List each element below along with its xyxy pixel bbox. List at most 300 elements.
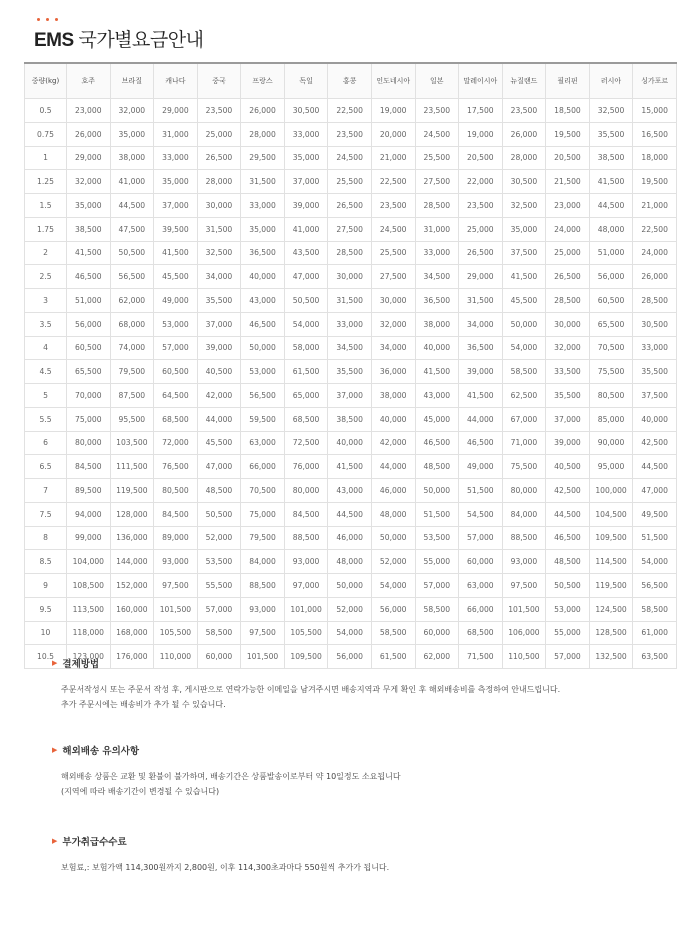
rate-cell: 49,000	[459, 455, 503, 479]
rate-cell: 47,000	[284, 265, 328, 289]
table-row	[25, 122, 677, 146]
rate-cell: 26,000	[241, 99, 285, 123]
rate-cell: 64,500	[154, 384, 198, 408]
rate-cell: 31,500	[328, 289, 372, 313]
rate-cell: 27,500	[328, 217, 372, 241]
rate-cell: 50,000	[371, 526, 415, 550]
rate-cell: 35,000	[110, 122, 154, 146]
rate-cell: 26,000	[502, 122, 546, 146]
rate-cell: 118,000	[67, 621, 111, 645]
section-text: 주문서작성시 또는 주문서 작성 후, 게시판으로 연락가능한 이메일을 남겨주시면 배송지역과 무게 확인 후 해외배송비를 측정하여 안내드립니다.	[61, 685, 561, 694]
rate-cell: 101,500	[154, 597, 198, 621]
rate-cell: 58,500	[371, 621, 415, 645]
rate-cell: 57,000	[459, 526, 503, 550]
table-row	[25, 289, 677, 313]
rate-cell: 63,500	[633, 645, 677, 669]
column-header: 호주	[67, 63, 111, 99]
rate-cell: 28,000	[197, 170, 241, 194]
rate-cell: 31,500	[197, 217, 241, 241]
rate-cell: 26,500	[459, 241, 503, 265]
rate-cell: 19,500	[546, 122, 590, 146]
rate-cell: 41,500	[459, 384, 503, 408]
rate-cell: 132,500	[589, 645, 633, 669]
rate-cell: 44,000	[371, 455, 415, 479]
rate-cell: 43,000	[415, 384, 459, 408]
rate-cell: 65,500	[67, 360, 111, 384]
rate-cell: 39,000	[546, 431, 590, 455]
table-row	[25, 170, 677, 194]
rate-cell: 41,000	[110, 170, 154, 194]
rate-cell: 72,000	[154, 431, 198, 455]
rate-cell: 89,500	[67, 479, 111, 503]
rate-cell: 28,000	[241, 122, 285, 146]
rate-cell: 88,500	[502, 526, 546, 550]
rate-cell: 85,000	[589, 407, 633, 431]
rate-cell: 25,000	[197, 122, 241, 146]
rate-cell: 48,000	[589, 217, 633, 241]
weight-cell: 9	[25, 574, 67, 598]
rate-cell: 70,500	[241, 479, 285, 503]
rate-cell: 51,000	[589, 241, 633, 265]
rate-cell: 21,000	[371, 146, 415, 170]
rate-cell: 40,500	[197, 360, 241, 384]
rate-cell: 35,500	[633, 360, 677, 384]
table-row	[25, 407, 677, 431]
weight-cell: 0.5	[25, 99, 67, 123]
rate-cell: 80,500	[154, 479, 198, 503]
rate-cell: 57,000	[197, 597, 241, 621]
rate-cell: 56,000	[371, 597, 415, 621]
rate-cell: 30,000	[546, 312, 590, 336]
rate-cell: 22,500	[371, 170, 415, 194]
column-header: 중량(kg)	[25, 63, 67, 99]
rate-cell: 38,500	[328, 407, 372, 431]
rate-cell: 46,500	[415, 431, 459, 455]
rate-cell: 37,500	[633, 384, 677, 408]
arrow-right-icon: ▶	[52, 837, 58, 845]
rate-cell: 27,500	[415, 170, 459, 194]
rate-cell: 34,000	[459, 312, 503, 336]
rate-cell: 94,000	[67, 502, 111, 526]
rate-cell: 101,000	[284, 597, 328, 621]
rate-cell: 30,000	[328, 265, 372, 289]
rate-cell: 48,000	[328, 550, 372, 574]
column-header: 필리핀	[546, 63, 590, 99]
rate-cell: 26,500	[197, 146, 241, 170]
rate-cell: 45,500	[154, 265, 198, 289]
rate-cell: 23,000	[67, 99, 111, 123]
rate-cell: 95,500	[110, 407, 154, 431]
rate-cell: 60,500	[67, 336, 111, 360]
rate-cell: 34,500	[415, 265, 459, 289]
rate-cell: 87,500	[110, 384, 154, 408]
page-title-ems: EMS	[34, 30, 74, 51]
rate-cell: 93,000	[154, 550, 198, 574]
rate-cell: 22,500	[328, 99, 372, 123]
section-title: 부가취급수수료	[62, 837, 127, 848]
rate-cell: 38,500	[67, 217, 111, 241]
rate-cell: 60,000	[415, 621, 459, 645]
rate-cell: 109,500	[589, 526, 633, 550]
rate-cell: 28,500	[328, 241, 372, 265]
rate-cell: 53,000	[546, 597, 590, 621]
table-row	[25, 146, 677, 170]
rate-cell: 101,500	[241, 645, 285, 669]
rate-cell: 103,500	[110, 431, 154, 455]
rate-cell: 101,500	[502, 597, 546, 621]
rate-cell: 23,500	[371, 194, 415, 218]
table-row	[25, 265, 677, 289]
rate-cell: 60,500	[589, 289, 633, 313]
rate-cell: 51,000	[67, 289, 111, 313]
rate-cell: 56,000	[589, 265, 633, 289]
column-header: 캐나다	[154, 63, 198, 99]
rate-cell: 40,000	[371, 407, 415, 431]
rate-cell: 20,500	[459, 146, 503, 170]
rate-cell: 50,500	[110, 241, 154, 265]
rate-cell: 35,500	[589, 122, 633, 146]
rate-cell: 55,000	[546, 621, 590, 645]
section-title: 해외배송 유의사항	[62, 746, 140, 757]
rate-cell: 28,000	[502, 146, 546, 170]
weight-cell: 1	[25, 146, 67, 170]
page-title-text: 국가별요금안내	[73, 30, 204, 51]
rate-cell: 15,000	[633, 99, 677, 123]
rate-cell: 33,000	[284, 122, 328, 146]
rate-cell: 54,000	[371, 574, 415, 598]
rate-cell: 59,500	[241, 407, 285, 431]
rate-cell: 95,000	[589, 455, 633, 479]
rate-cell: 29,000	[67, 146, 111, 170]
rate-cell: 33,000	[328, 312, 372, 336]
rate-cell: 65,000	[284, 384, 328, 408]
rate-cell: 45,500	[502, 289, 546, 313]
rate-cell: 24,500	[328, 146, 372, 170]
rate-cell: 41,000	[284, 217, 328, 241]
rate-cell: 47,000	[197, 455, 241, 479]
rate-cell: 152,000	[110, 574, 154, 598]
rate-cell: 24,000	[633, 241, 677, 265]
rate-cell: 18,500	[546, 99, 590, 123]
rate-cell: 97,500	[241, 621, 285, 645]
rate-cell: 35,000	[284, 146, 328, 170]
rate-cell: 53,000	[241, 360, 285, 384]
weight-cell: 10	[25, 621, 67, 645]
rate-cell: 62,500	[502, 384, 546, 408]
rate-cell: 23,000	[546, 194, 590, 218]
weight-cell: 1.5	[25, 194, 67, 218]
rate-cell: 53,500	[415, 526, 459, 550]
rate-cell: 19,000	[459, 122, 503, 146]
rate-cell: 45,000	[415, 407, 459, 431]
rate-cell: 67,000	[502, 407, 546, 431]
rate-cell: 25,500	[415, 146, 459, 170]
table-row	[25, 574, 677, 598]
weight-cell: 10.5	[25, 645, 67, 669]
rate-cell: 70,500	[589, 336, 633, 360]
rate-cell: 41,500	[415, 360, 459, 384]
rate-cell: 93,000	[284, 550, 328, 574]
rate-cell: 128,500	[589, 621, 633, 645]
table-row	[25, 526, 677, 550]
rate-cell: 53,500	[197, 550, 241, 574]
rate-cell: 44,500	[328, 502, 372, 526]
rate-cell: 49,000	[154, 289, 198, 313]
rate-cell: 42,000	[197, 384, 241, 408]
table-row	[25, 621, 677, 645]
table-row	[25, 479, 677, 503]
rate-cell: 84,500	[284, 502, 328, 526]
column-header: 러시아	[589, 63, 633, 99]
rate-cell: 61,500	[284, 360, 328, 384]
rate-cell: 32,500	[589, 99, 633, 123]
rate-cell: 97,000	[284, 574, 328, 598]
weight-cell: 6	[25, 431, 67, 455]
weight-cell: 3	[25, 289, 67, 313]
rate-cell: 31,000	[415, 217, 459, 241]
extra-fee-section	[52, 834, 389, 875]
rate-cell: 40,000	[415, 336, 459, 360]
rate-cell: 47,500	[110, 217, 154, 241]
column-header: 싱가포르	[633, 63, 677, 99]
rate-cell: 84,500	[67, 455, 111, 479]
rate-cell: 21,500	[546, 170, 590, 194]
rate-cell: 44,000	[459, 407, 503, 431]
rate-cell: 50,000	[241, 336, 285, 360]
rate-cell: 106,000	[502, 621, 546, 645]
rate-cell: 23,500	[415, 99, 459, 123]
rate-cell: 108,500	[67, 574, 111, 598]
rate-cell: 88,500	[241, 574, 285, 598]
rate-cell: 144,000	[110, 550, 154, 574]
rate-cell: 46,000	[328, 526, 372, 550]
rate-cell: 128,000	[110, 502, 154, 526]
rate-cell: 33,000	[633, 336, 677, 360]
rate-cell: 46,500	[67, 265, 111, 289]
page-title	[34, 25, 203, 52]
rate-cell: 48,500	[546, 550, 590, 574]
rate-cell: 49,500	[633, 502, 677, 526]
three-dots-icon	[37, 18, 203, 21]
rate-cell: 25,000	[546, 241, 590, 265]
rate-cell: 20,500	[546, 146, 590, 170]
rate-cell: 97,500	[502, 574, 546, 598]
table-row	[25, 194, 677, 218]
rate-cell: 136,000	[110, 526, 154, 550]
rate-cell: 84,000	[502, 502, 546, 526]
weight-cell: 6.5	[25, 455, 67, 479]
rate-cell: 33,000	[241, 194, 285, 218]
rate-cell: 99,000	[67, 526, 111, 550]
table-row	[25, 360, 677, 384]
rate-cell: 42,500	[546, 479, 590, 503]
rate-cell: 32,500	[502, 194, 546, 218]
rate-cell: 28,500	[633, 289, 677, 313]
rate-cell: 160,000	[110, 597, 154, 621]
rate-cell: 46,500	[241, 312, 285, 336]
rate-cell: 50,500	[197, 502, 241, 526]
table-header-row	[25, 63, 677, 99]
rate-cell: 47,000	[633, 479, 677, 503]
rate-cell: 57,000	[415, 574, 459, 598]
rate-cell: 23,500	[459, 194, 503, 218]
rate-cell: 51,500	[633, 526, 677, 550]
rate-cell: 110,000	[154, 645, 198, 669]
rate-cell: 26,500	[328, 194, 372, 218]
rate-cell: 52,000	[197, 526, 241, 550]
rate-cell: 31,500	[459, 289, 503, 313]
rate-table-body	[25, 99, 677, 669]
rate-cell: 124,500	[589, 597, 633, 621]
table-row	[25, 384, 677, 408]
rate-cell: 74,000	[110, 336, 154, 360]
table-row	[25, 597, 677, 621]
rate-cell: 32,000	[371, 312, 415, 336]
rate-cell: 46,000	[371, 479, 415, 503]
rate-cell: 63,000	[241, 431, 285, 455]
rate-cell: 35,000	[154, 170, 198, 194]
rate-cell: 63,000	[459, 574, 503, 598]
rate-cell: 24,500	[371, 217, 415, 241]
column-header: 뉴질랜드	[502, 63, 546, 99]
rate-cell: 80,000	[502, 479, 546, 503]
rate-cell: 39,000	[197, 336, 241, 360]
rate-cell: 28,500	[546, 289, 590, 313]
rate-cell: 24,500	[415, 122, 459, 146]
rate-cell: 89,000	[154, 526, 198, 550]
rate-cell: 52,000	[328, 597, 372, 621]
rate-cell: 38,000	[415, 312, 459, 336]
rate-cell: 105,500	[284, 621, 328, 645]
rate-cell: 57,000	[154, 336, 198, 360]
rate-cell: 50,500	[284, 289, 328, 313]
section-text: 보험료,: 보험가액 114,300원까지 2,800원, 이후 114,300초과마다 550원씩 추가가 됩니다.	[61, 863, 390, 872]
rate-cell: 21,000	[633, 194, 677, 218]
rate-cell: 45,500	[197, 431, 241, 455]
rate-cell: 41,500	[154, 241, 198, 265]
weight-cell: 4	[25, 336, 67, 360]
rate-cell: 27,500	[371, 265, 415, 289]
rate-cell: 50,000	[502, 312, 546, 336]
rate-cell: 76,000	[284, 455, 328, 479]
rate-cell: 37,000	[546, 407, 590, 431]
rate-table	[24, 62, 677, 669]
rate-cell: 93,000	[502, 550, 546, 574]
rate-cell: 57,000	[546, 645, 590, 669]
rate-cell: 20,000	[371, 122, 415, 146]
arrow-right-icon: ▶	[52, 746, 58, 754]
rate-cell: 53,000	[154, 312, 198, 336]
rate-cell: 61,500	[371, 645, 415, 669]
payment-method-section	[52, 656, 560, 712]
rate-cell: 58,500	[502, 360, 546, 384]
rate-cell: 32,500	[197, 241, 241, 265]
rate-cell: 34,500	[328, 336, 372, 360]
rate-cell: 38,000	[371, 384, 415, 408]
rate-cell: 71,000	[502, 431, 546, 455]
rate-cell: 35,000	[241, 217, 285, 241]
rate-cell: 68,500	[284, 407, 328, 431]
rate-cell: 105,500	[154, 621, 198, 645]
weight-cell: 5	[25, 384, 67, 408]
rate-cell: 40,000	[241, 265, 285, 289]
rate-cell: 56,500	[633, 574, 677, 598]
rate-cell: 30,500	[502, 170, 546, 194]
rate-cell: 79,500	[241, 526, 285, 550]
rate-cell: 109,500	[284, 645, 328, 669]
rate-cell: 19,000	[371, 99, 415, 123]
rate-cell: 30,000	[371, 289, 415, 313]
weight-cell: 2.5	[25, 265, 67, 289]
rate-cell: 36,500	[459, 336, 503, 360]
rate-cell: 16,500	[633, 122, 677, 146]
rate-cell: 18,000	[633, 146, 677, 170]
rate-cell: 23,500	[502, 99, 546, 123]
rate-cell: 41,500	[589, 170, 633, 194]
rate-cell: 54,000	[633, 550, 677, 574]
rate-cell: 17,500	[459, 99, 503, 123]
rate-cell: 31,500	[241, 170, 285, 194]
rate-cell: 60,000	[197, 645, 241, 669]
rate-cell: 52,000	[371, 550, 415, 574]
rate-cell: 71,500	[459, 645, 503, 669]
rate-cell: 97,500	[154, 574, 198, 598]
rate-cell: 60,500	[154, 360, 198, 384]
rate-cell: 46,500	[546, 526, 590, 550]
rate-cell: 113,500	[67, 597, 111, 621]
rate-cell: 56,500	[241, 384, 285, 408]
rate-cell: 43,500	[284, 241, 328, 265]
rate-cell: 90,000	[589, 431, 633, 455]
rate-cell: 29,000	[154, 99, 198, 123]
rate-cell: 35,500	[546, 384, 590, 408]
weight-cell: 9.5	[25, 597, 67, 621]
rate-cell: 58,500	[197, 621, 241, 645]
rate-cell: 37,500	[502, 241, 546, 265]
rate-cell: 29,500	[241, 146, 285, 170]
rate-cell: 58,500	[633, 597, 677, 621]
rate-cell: 37,000	[284, 170, 328, 194]
table-row	[25, 431, 677, 455]
rate-cell: 72,500	[284, 431, 328, 455]
rate-cell: 119,500	[110, 479, 154, 503]
rate-cell: 48,500	[197, 479, 241, 503]
rate-cell: 176,000	[110, 645, 154, 669]
rate-cell: 79,500	[110, 360, 154, 384]
rate-cell: 75,000	[241, 502, 285, 526]
rate-cell: 54,000	[328, 621, 372, 645]
rate-cell: 54,500	[459, 502, 503, 526]
rate-cell: 66,000	[459, 597, 503, 621]
rate-cell: 22,500	[633, 217, 677, 241]
rate-cell: 50,000	[328, 574, 372, 598]
section-text: 추가 주문시에는 배송비가 추가 될 수 있습니다.	[61, 700, 226, 709]
rate-cell: 25,500	[328, 170, 372, 194]
rate-cell: 39,500	[154, 217, 198, 241]
weight-cell: 2	[25, 241, 67, 265]
rate-cell: 41,500	[67, 241, 111, 265]
rate-cell: 33,000	[415, 241, 459, 265]
table-row	[25, 217, 677, 241]
rate-cell: 50,500	[546, 574, 590, 598]
table-row	[25, 455, 677, 479]
column-header: 독일	[284, 63, 328, 99]
column-header: 중국	[197, 63, 241, 99]
rate-cell: 46,500	[459, 431, 503, 455]
shipping-notes-section	[52, 743, 401, 799]
rate-cell: 123,000	[67, 645, 111, 669]
rate-cell: 55,000	[415, 550, 459, 574]
